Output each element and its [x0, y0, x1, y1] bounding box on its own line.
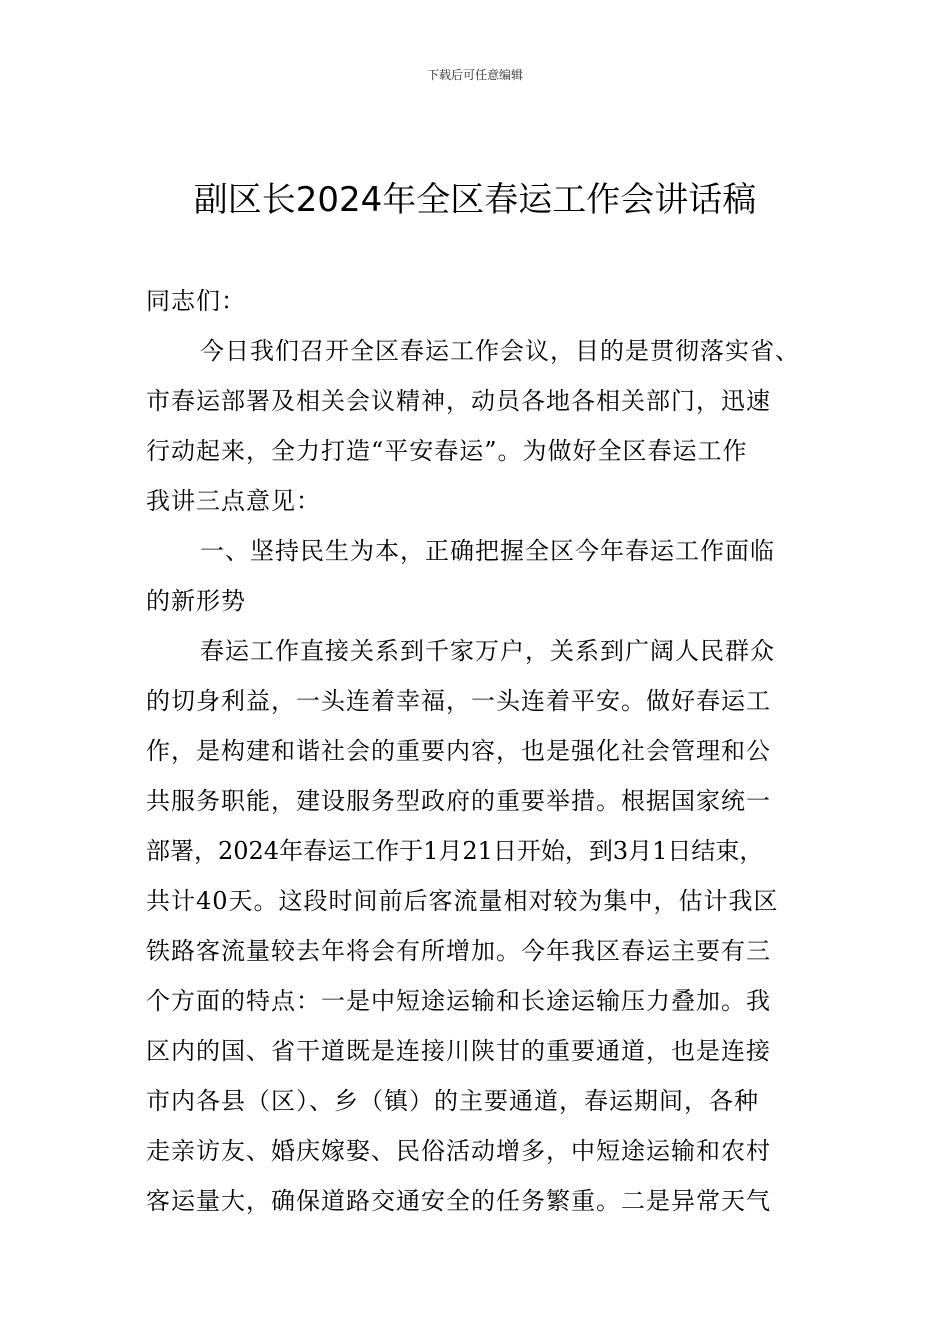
paragraph-line: 区内的国、省干道既是连接川陕甘的重要通道，也是连接: [146, 1037, 771, 1065]
section-heading-line: 的新形势: [146, 587, 246, 615]
paragraph-line: 铁路客流量较去年将会有所增加。今年我区春运主要有三: [146, 937, 771, 965]
paragraph-line: 部署，2024年春运工作于1月21日开始，到3月1日结束，: [146, 837, 764, 865]
paragraph-line: 春运工作直接关系到千家万户，关系到广阔人民群众: [200, 637, 775, 665]
paragraph-line: 的切身利益，一头连着幸福，一头连着平安。做好春运工: [146, 687, 771, 715]
paragraph-line: 我讲三点意见：: [146, 487, 321, 515]
paragraph-line: 市内各县（区）、乡（镇）的主要通道，春运期间，各种: [146, 1087, 759, 1115]
paragraph-line: 共服务职能，建设服务型政府的重要举措。根据国家统一: [146, 787, 771, 815]
paragraph-line: 今日我们召开全区春运工作会议，目的是贯彻落实省、: [200, 337, 800, 365]
document-body: [146, 276, 812, 1226]
paragraph-line: 走亲访友、婚庆嫁娶、民俗活动增多，中短途运输和农村: [146, 1137, 771, 1165]
paragraph-line: 市春运部署及相关会议精神，动员各地各相关部门，迅速: [146, 387, 771, 415]
document-title: 副区长2024年全区春运工作会讲话稿: [193, 180, 757, 220]
paragraph-line: 行动起来，全力打造“平安春运”。为做好全区春运工作: [146, 437, 748, 465]
paragraph-line: 作，是构建和谐社会的重要内容，也是强化社会管理和公: [146, 737, 771, 765]
paragraph-line: 个方面的特点：一是中短途运输和长途运输压力叠加。我: [146, 987, 771, 1015]
paragraph-line: 客运量大，确保道路交通安全的任务繁重。二是异常天气: [146, 1187, 771, 1215]
paragraph-line: 共计40天。这段时间前后客流量相对较为集中，估计我区: [146, 887, 779, 915]
header-note: 下载后可任意编辑: [426, 68, 523, 82]
section-heading-line: 一、坚持民生为本，正确把握全区今年春运工作面临: [200, 537, 775, 565]
salutation-line: 同志们：: [146, 287, 246, 315]
